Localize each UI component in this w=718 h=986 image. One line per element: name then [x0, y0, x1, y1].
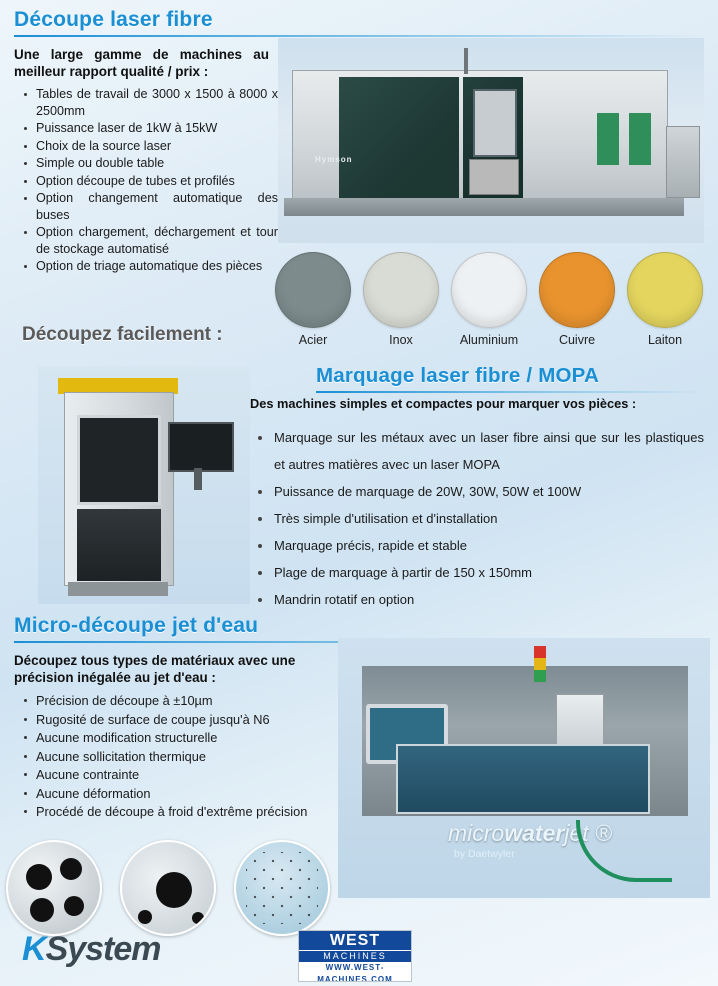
- marquage-section-title: Marquage laser fibre / MOPA: [316, 364, 599, 387]
- west-logo-line3: WWW.WEST-MACHINES.COM: [317, 963, 393, 982]
- jet-feature-item: Procédé de découpe à froid d'extrême précision: [22, 803, 362, 821]
- laser-feature-list: [22, 86, 278, 275]
- waterjet-signal-tower: [534, 646, 546, 682]
- sample-photo-1: [6, 840, 102, 936]
- jet-feature-item: Rugosité de surface de coupe jusqu'à N6: [22, 711, 362, 729]
- jet-section-title: Micro-découpe jet d'eau: [14, 614, 259, 637]
- marquage-feature-item: Très simple d'utilisation et d'installation: [256, 505, 704, 532]
- laser-feature-item: Option changement automatique des buses: [22, 190, 278, 223]
- material-swatch-cell: [272, 252, 354, 347]
- west-logo-line1: WEST: [299, 931, 411, 950]
- waterjet-brand-part2: water: [504, 820, 565, 846]
- laser-marker-machine-photo: [38, 366, 250, 604]
- jet-feature-item: Aucune contrainte: [22, 766, 362, 784]
- laser-feature-item: Choix de la source laser: [22, 138, 278, 155]
- marquage-feature-item: Mandrin rotatif en option: [256, 586, 704, 613]
- section-marquage-heading: [316, 364, 704, 393]
- laser-feature-item: Tables de travail de 3000 x 1500 à 8000 x 2500mm: [22, 86, 278, 119]
- laser-intro-text: Une large gamme de machines au meilleur rapport qualité / prix :: [14, 47, 269, 79]
- sample-photo-2: [120, 840, 216, 936]
- machine-viewing-window: [473, 89, 517, 157]
- material-swatch-label: Aluminium: [459, 333, 519, 347]
- laser-feature-item: Puissance laser de 1kW à 15kW: [22, 120, 278, 137]
- material-swatch: [627, 252, 703, 328]
- jet-feature-item: Aucune modification structurelle: [22, 729, 362, 747]
- material-swatch-cell: [360, 252, 442, 347]
- marquage-feature-list: [256, 424, 704, 613]
- jet-feature-item: Précision de découpe à ±10µm: [22, 692, 362, 710]
- jet-feature-item: Aucune déformation: [22, 785, 362, 803]
- waterjet-brand-subtext: by Daetwyler: [454, 848, 515, 860]
- laser-section-title: Découpe laser fibre: [14, 8, 213, 31]
- waterjet-brand-part1: micro: [448, 820, 505, 846]
- marker-door-window: [77, 415, 161, 505]
- material-swatch-label: Inox: [389, 333, 413, 347]
- laser-feature-item: Option de triage automatique des pièces: [22, 258, 278, 275]
- marquage-feature-item: Puissance de marquage de 20W, 30W, 50W et 100W: [256, 478, 704, 505]
- waterjet-cutting-table: [396, 744, 650, 814]
- material-swatch-label: Acier: [298, 333, 328, 347]
- fiber-laser-machine-photo: [278, 38, 704, 243]
- sample-1-detail: [20, 854, 88, 922]
- material-swatch-cell: [624, 252, 706, 347]
- jet-feature-list: [22, 692, 362, 821]
- material-swatch-label: Laiton: [647, 333, 683, 347]
- marker-monitor-stand: [194, 468, 202, 490]
- machine-body: [292, 70, 668, 207]
- material-swatch: [363, 252, 439, 328]
- sample-2-detail: [134, 854, 202, 922]
- marquage-feature-item: Plage de marquage à partir de 150 x 150mm: [256, 559, 704, 586]
- material-swatch-label: Cuivre: [558, 333, 596, 347]
- machine-brand-logo: Hymson: [315, 155, 353, 164]
- section-micro-decoupe-jet-eau: [0, 614, 718, 860]
- marquage-feature-item: Marquage sur les métaux avec un laser fibre ainsi que sur les plastiques et autres matières avec un laser MOPA: [256, 424, 704, 478]
- machine-antenna: [464, 48, 468, 74]
- jet-intro-text: Découpez tous types de matériaux avec une précision inégalée au jet d'eau :: [14, 653, 296, 685]
- material-swatch: [275, 252, 351, 328]
- sample-parts-row: [6, 840, 346, 936]
- waterjet-hose: [576, 820, 672, 882]
- sample-photo-3: [234, 840, 330, 936]
- west-machines-logo: [298, 930, 412, 982]
- machine-rear-module: [666, 126, 700, 198]
- waterjet-machine-photo: [338, 638, 710, 898]
- laser-feature-item: Option chargement, déchargement et tour de stockage automatisé: [22, 224, 278, 257]
- marker-monitor: [168, 422, 234, 472]
- laser-heading-block: [0, 0, 718, 37]
- laser-feature-item: Simple ou double table: [22, 155, 278, 172]
- machine-green-accent-2: [629, 113, 651, 165]
- laser-subtitle: Découpez facilement :: [22, 324, 223, 345]
- machine-base-rail: [284, 198, 684, 216]
- machine-dark-panel-left: [339, 77, 459, 199]
- marquage-feature-item: Marquage précis, rapide et stable: [256, 532, 704, 559]
- marquage-title-rule: [316, 391, 704, 393]
- laser-feature-item: Option découpe de tubes et profilés: [22, 173, 278, 190]
- sample-3-detail: [246, 852, 318, 924]
- footer-brand-prefix: K: [22, 930, 46, 968]
- material-swatch: [539, 252, 615, 328]
- machine-control-panel: [469, 159, 519, 195]
- material-swatch-row: [272, 252, 712, 347]
- machine-green-accent-1: [597, 113, 619, 165]
- marquage-intro-text: Des machines simples et compactes pour marquer vos pièces :: [250, 396, 637, 411]
- jet-feature-item: Aucune sollicitation thermique: [22, 748, 362, 766]
- marker-lower-cabinet: [77, 509, 161, 581]
- footer-brand-rest: System: [45, 930, 161, 968]
- waterjet-brand-part3: jet ®: [564, 820, 612, 846]
- marker-feet: [68, 582, 168, 596]
- material-swatch: [451, 252, 527, 328]
- material-swatch-cell: [448, 252, 530, 347]
- west-logo-line2: MACHINES: [299, 950, 411, 962]
- laser-title-rule: [14, 35, 704, 37]
- marker-cabinet: [64, 392, 174, 586]
- material-swatch-cell: [536, 252, 618, 347]
- footer-brand: [22, 930, 161, 969]
